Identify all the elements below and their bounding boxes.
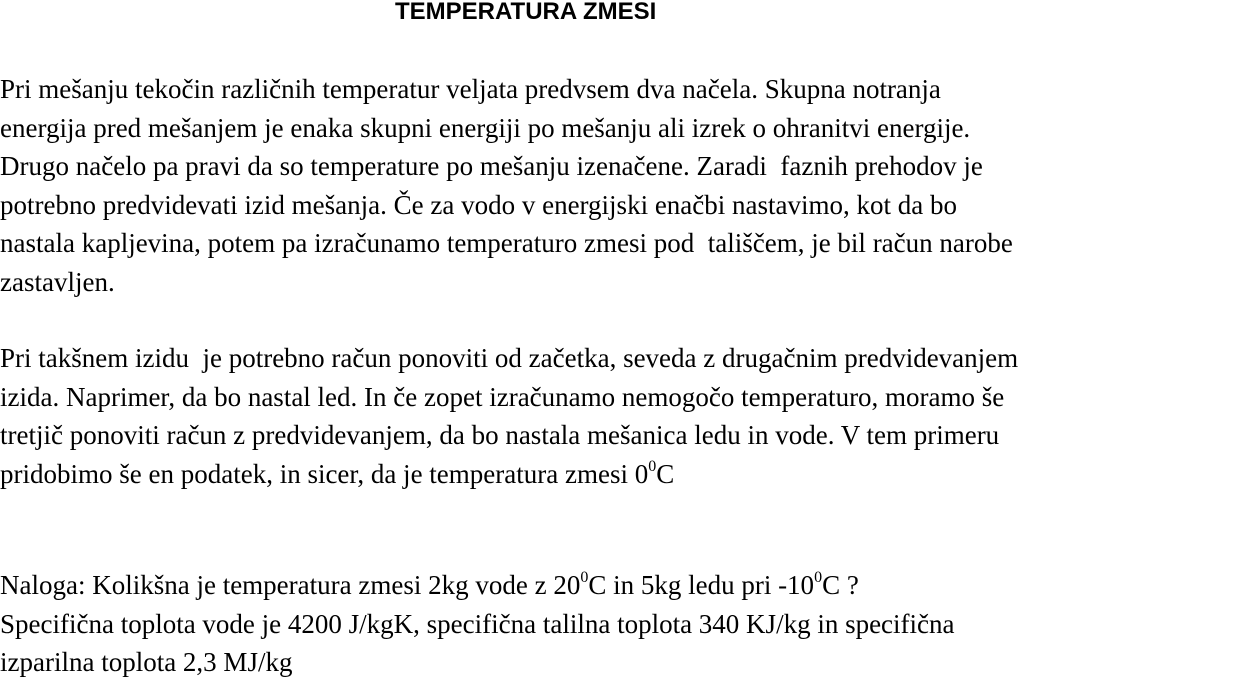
degree-superscript: 0 bbox=[814, 569, 823, 586]
text-line: Drugo načelo pa pravi da so temperature po mešanju izenačene. Zaradi faznih prehodov je bbox=[0, 151, 983, 182]
unit-label: C bbox=[656, 458, 675, 489]
text-line: Pri mešanju tekočin različnih temperatur veljata predvsem dva načela. Skupna notranja bbox=[0, 74, 941, 104]
text-line: Specifična toplota vode je 4200 J/kgK, specifična talilna toplota 340 KJ/kg in specifična bbox=[0, 608, 955, 639]
text-line: zastavljen. bbox=[0, 266, 115, 297]
text-line: Pri takšnem izidu je potrebno račun ponoviti od začetka, seveda z drugačnim predvidevanjem bbox=[0, 343, 1019, 373]
text-line: nastala kapljevina, potem pa izračunamo temperaturo zmesi pod tališčem, je bil račun narobe bbox=[0, 228, 1013, 259]
text-line: tretjič ponoviti račun z predvidevanjem, da bo nastala mešanica ledu in vode. V tem primeru bbox=[0, 420, 1000, 451]
task-paragraph bbox=[0, 566, 955, 682]
text-segment: C ? bbox=[822, 570, 859, 600]
task-question-line bbox=[0, 566, 955, 605]
text-line: energija pred mešanjem je enaka skupni energiji po mešanju ali izrek o ohranitvi energije. bbox=[0, 112, 971, 143]
degree-superscript: 0 bbox=[580, 569, 589, 586]
text-line: izparilna toplota 2,3 MJ/kg bbox=[0, 647, 293, 678]
text-segment: pridobimo še en podatek, in sicer, da je temperatura zmesi 0 bbox=[0, 458, 649, 489]
paragraph-intro bbox=[0, 70, 1013, 302]
text-line: izida. Naprimer, da bo nastal led. In če zopet izračunamo nemogočo temperaturo, moramo še bbox=[0, 381, 1005, 412]
degree-superscript: 0 bbox=[648, 457, 657, 475]
text-line: potrebno predvidevati izid mešanja. Če za vodo v energijski enačbi nastavimo, kot da bo bbox=[0, 189, 957, 220]
text-segment: C in 5kg ledu pri -10 bbox=[588, 570, 815, 600]
document-title: TEMPERATURA ZMESI bbox=[395, 0, 657, 25]
text-line-with-superscript bbox=[0, 455, 1018, 494]
text-segment: Naloga: Kolikšna je temperatura zmesi 2kg vode z 20 bbox=[0, 570, 581, 600]
paragraph-outcome bbox=[0, 339, 1018, 493]
